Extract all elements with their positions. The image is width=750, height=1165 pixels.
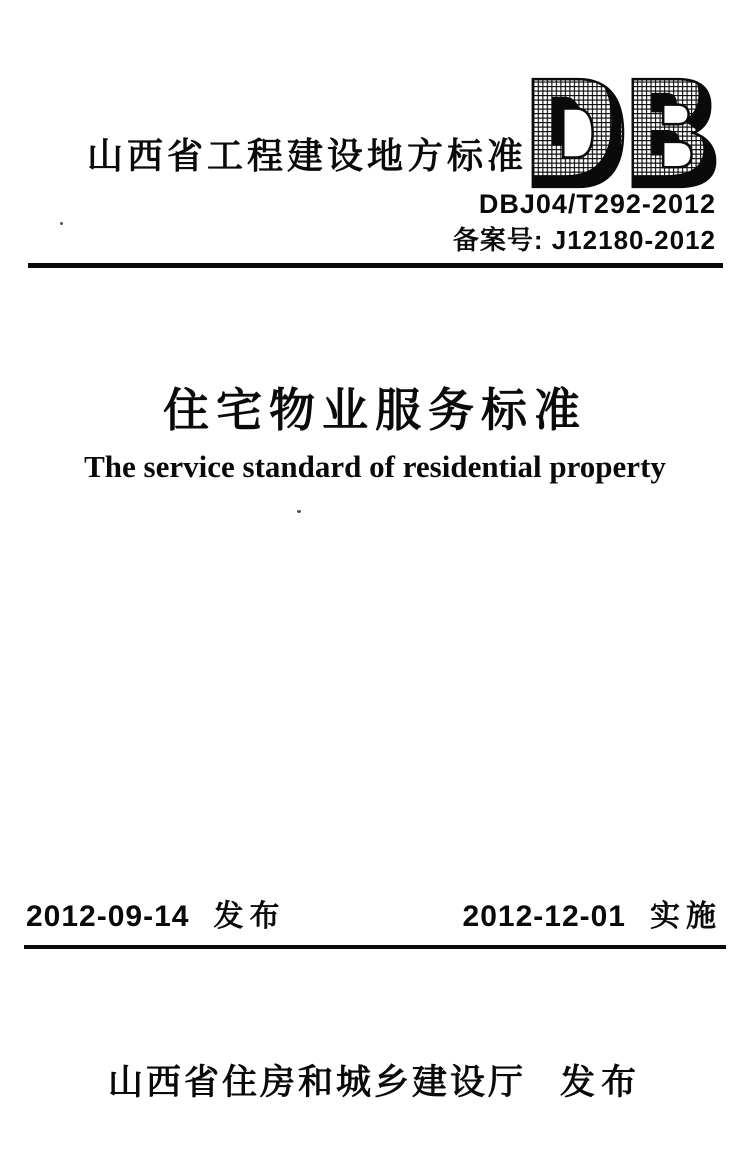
dates-row: [26, 891, 722, 935]
issue-label: 发布: [213, 900, 286, 933]
db-logo-icon: [527, 73, 719, 193]
standard-series-label: 山西省工程建设地方标准: [87, 135, 528, 176]
document-title-zh: 住宅物业服务标准: [163, 384, 587, 436]
publisher-name: 山西省住房和城乡建设厅: [107, 1063, 526, 1102]
scan-speck: [60, 222, 63, 225]
standard-number: DBJ04/T292-2012: [478, 189, 716, 219]
header-divider-rule: [28, 263, 723, 268]
publisher-row: [0, 1055, 750, 1105]
issue-date: 2012-09-14: [26, 900, 190, 933]
issue-date-group: [26, 891, 285, 935]
effective-date: 2012-12-01: [462, 900, 626, 933]
scan-speck: [297, 510, 301, 513]
effective-label: 实施: [650, 900, 722, 933]
footer-divider-rule: [24, 945, 726, 949]
effective-date-group: [463, 891, 722, 935]
document-title-en: The service standard of residential property: [84, 449, 666, 484]
record-number: 备案号: J12180-2012: [452, 225, 716, 255]
publish-action-label: 发布: [560, 1063, 643, 1102]
